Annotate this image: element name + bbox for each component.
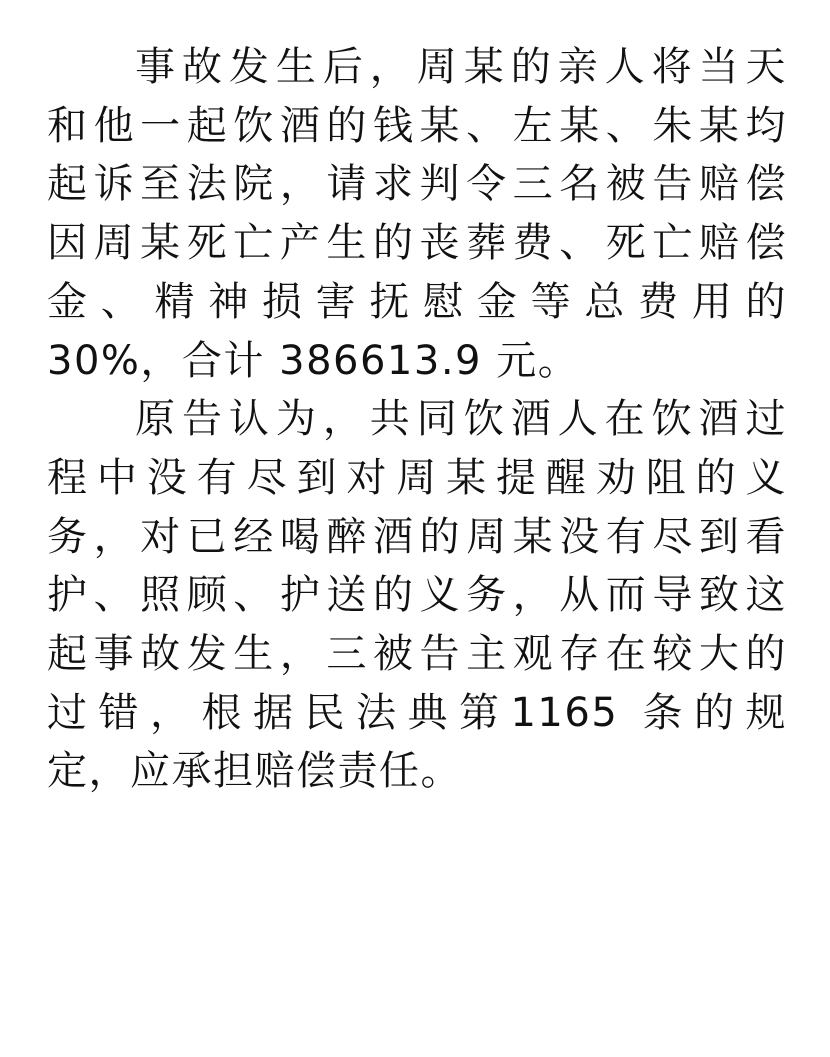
text-line: 务，对已经喝醉酒的周某没有尽到看	[47, 513, 787, 560]
article-body	[47, 38, 787, 801]
text-line: 因周某死亡产生的丧葬费、死亡赔偿	[47, 220, 787, 267]
text-line: 事故发生后，周某的亲人将当天	[135, 44, 787, 90]
text-line: 起诉至法院，请求判令三名被告赔偿	[47, 161, 787, 208]
text-line: 护、照顾、护送的义务，从而导致这	[47, 572, 787, 619]
text-line: 程中没有尽到对周某提醒劝阻的义	[47, 454, 787, 501]
text-line: 金、精神损害抚慰金等总费用的	[47, 278, 787, 325]
text-line: 过错，根据民法典第1165 条的规	[47, 689, 787, 736]
text-line: 和他一起饮酒的钱某、左某、朱某均	[47, 102, 787, 149]
text-line: 30%，合计 386613.9 元。	[47, 337, 580, 384]
paragraph-accident-claim	[47, 38, 787, 390]
paragraph-plaintiff-argument	[47, 390, 787, 801]
text-line: 定，应承担赔偿责任。	[47, 748, 462, 795]
text-line: 起事故发生，三被告主观存在较大的	[47, 631, 787, 678]
text-line: 原告认为，共同饮酒人在饮酒过	[135, 396, 787, 443]
